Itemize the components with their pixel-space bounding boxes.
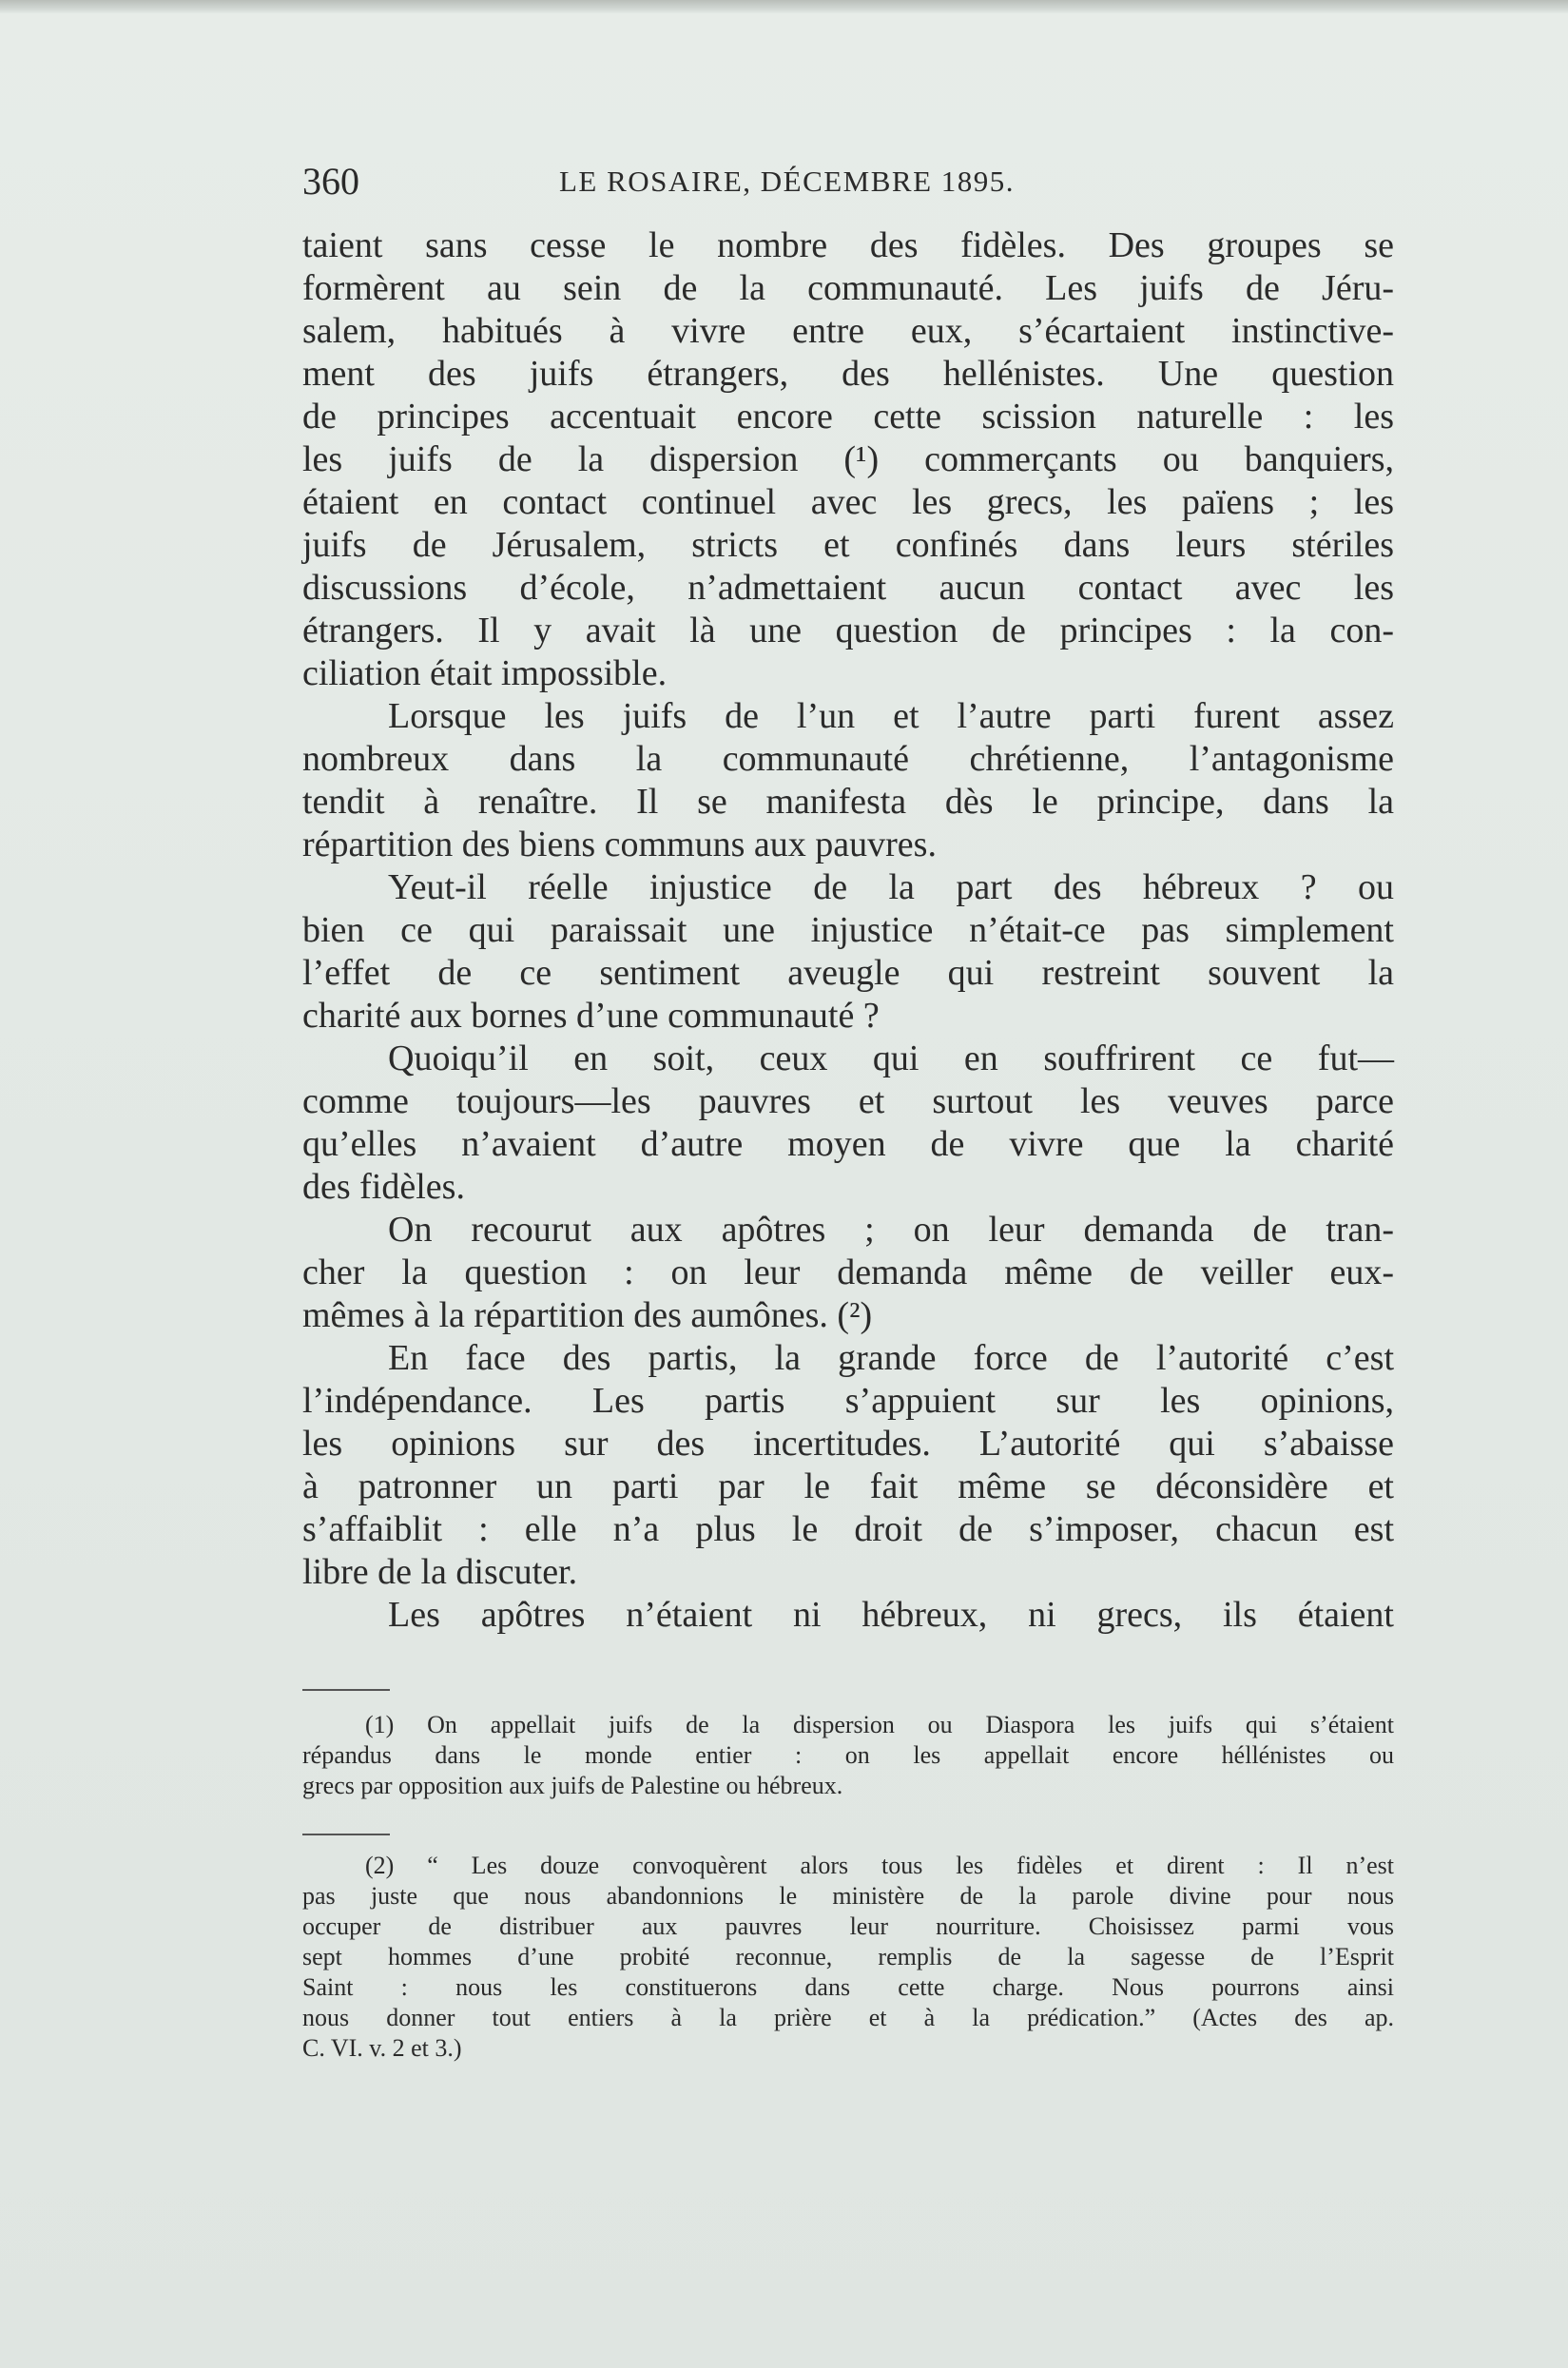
text-line: formèrent au sein de la communauté. Les juifs de Jéru-	[302, 268, 1394, 308]
text-line: tendit à renaître. Il se manifesta dès le principe, dans la	[302, 782, 1394, 822]
footnote-line: sept hommes d’une probité reconnue, remplis de la sagesse de l’Esprit	[302, 1943, 1394, 1970]
text-line: charité aux bornes d’une communauté ?	[302, 996, 880, 1036]
footnote-line: répandus dans le monde entier : on les appellait encore héllénistes ou	[302, 1741, 1394, 1769]
footnote-line: nous donner tout entiers à la prière et à la prédication.” (Actes des ap.	[302, 2004, 1394, 2031]
footnote-rule	[302, 1834, 390, 1835]
text-line: étrangers. Il y avait là une question de principes : la con-	[302, 611, 1394, 650]
text-line: juifs de Jérusalem, stricts et confinés dans leurs stériles	[302, 525, 1394, 565]
text-line: Quoiqu’il en soit, ceux qui en souffrirent ce fut—	[388, 1038, 1394, 1078]
footnote-2	[302, 1851, 1394, 2064]
text-line: salem, habitués à vivre entre eux, s’écartaient instinctive-	[302, 311, 1394, 351]
text-line: taient sans cesse le nombre des fidèles. Des groupes se	[302, 225, 1394, 265]
footnote-line: (2) “ Les douze convoquèrent alors tous les fidèles et dirent : Il n’est	[365, 1852, 1394, 1879]
text-line: répartition des biens communs aux pauvres.	[302, 825, 937, 864]
text-line: à patronner un parti par le fait même se déconsidère et	[302, 1466, 1394, 1506]
running-head: LE ROSAIRE, DÉCEMBRE 1895.	[559, 165, 1016, 198]
text-line: de principes accentuait encore cette scission naturelle : les	[302, 397, 1394, 437]
text-line: comme toujours—les pauvres et surtout les veuves parce	[302, 1081, 1394, 1121]
text-line: ciliation était impossible.	[302, 653, 668, 693]
text-line: En face des partis, la grande force de l’autorité c’est	[388, 1338, 1394, 1378]
footnote-line: grecs par opposition aux juifs de Palestine ou hébreux.	[302, 1772, 843, 1799]
footnote-line: pas juste que nous abandonnions le ministère de la parole divine pour nous	[302, 1882, 1394, 1910]
footnote-1	[302, 1710, 1394, 1801]
text-line: des fidèles.	[302, 1167, 465, 1207]
text-line: On recourut aux apôtres ; on leur demanda de tran-	[388, 1210, 1394, 1250]
text-line: les opinions sur des incertitudes. L’autorité qui s’abaisse	[302, 1424, 1394, 1464]
page-header	[302, 158, 1394, 205]
text-line: Les apôtres n’étaient ni hébreux, ni grecs, ils étaient	[388, 1595, 1394, 1635]
page-top-edge	[0, 0, 1568, 13]
text-line: s’affaiblit : elle n’a plus le droit de s’imposer, chacun est	[302, 1509, 1394, 1549]
text-line: l’effet de ce sentiment aveugle qui restreint souvent la	[302, 953, 1394, 993]
text-line: mêmes à la répartition des aumônes. (²)	[302, 1295, 873, 1335]
text-line: nombreux dans la communauté chrétienne, l’antagonisme	[302, 739, 1394, 779]
text-line: libre de la discuter.	[302, 1552, 578, 1592]
footnote-line: C. VI. v. 2 et 3.)	[302, 2034, 462, 2062]
footnote-rule	[302, 1689, 390, 1691]
footnote-line: Saint : nous les constituerons dans cette charge. Nous pourrons ainsi	[302, 1973, 1394, 2001]
text-line: Yeut-il réelle injustice de la part des hébreux ? ou	[388, 867, 1394, 907]
body-text	[302, 224, 1394, 1637]
text-line: ment des juifs étrangers, des hellénistes. Une question	[302, 354, 1394, 394]
text-line: Lorsque les juifs de l’un et l’autre parti furent assez	[388, 696, 1394, 736]
text-line: les juifs de la dispersion (¹) commerçants ou banquiers,	[302, 439, 1394, 479]
footnote-line: occuper de distribuer aux pauvres leur nourriture. Choisissez parmi vous	[302, 1912, 1394, 1940]
text-line: bien ce qui paraissait une injustice n’était-ce pas simplement	[302, 910, 1394, 950]
footnote-line: (1) On appellait juifs de la dispersion ou Diaspora les juifs qui s’étaient	[365, 1711, 1394, 1738]
text-line: l’indépendance. Les partis s’appuient sur les opinions,	[302, 1381, 1394, 1421]
page-number: 360	[302, 160, 359, 203]
text-line: cher la question : on leur demanda même de veiller eux-	[302, 1252, 1394, 1292]
text-line: qu’elles n’avaient d’autre moyen de vivre que la charité	[302, 1124, 1394, 1164]
text-line: étaient en contact continuel avec les grecs, les païens ; les	[302, 482, 1394, 522]
text-line: discussions d’école, n’admettaient aucun contact avec les	[302, 568, 1394, 608]
